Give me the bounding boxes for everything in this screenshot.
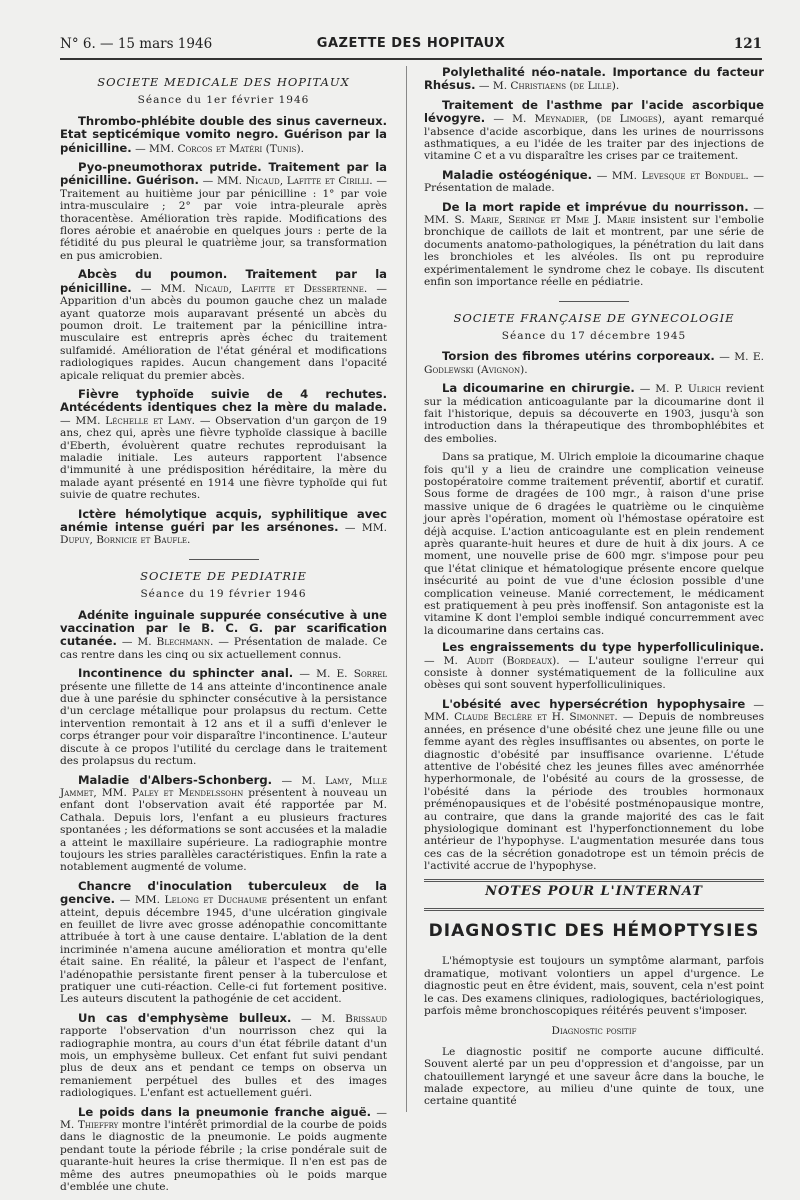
entry-title: Adénite inguinale suppurée consécutive à une vaccination par le B. C. G. par scarification cutanée. [60,607,387,649]
page-number: 121 [733,36,762,52]
entry [60,388,387,502]
entry [424,169,764,195]
entry-list [60,609,387,1194]
entry [60,268,387,382]
entry-text: — Observation d'un garçon de 19 ans, chez qui, après une fièvre typhoïde classique à bacille d'Eberth, évoluèrent quatre rechutes reproduisant la maladie initiale. Les auteurs rapportent l'absence d'immunité à une prédisposition héréditaire, la mère du malade ayant présenté en 1914 une fièvre typhoïde qui fut suivie de quatre rechutes. [60,414,388,502]
entry-authors: — MM. Corcos et Matéri (Tunis). [135,142,304,155]
double-rule [424,879,764,882]
seance-date: Séance du 19 février 1946 [140,588,307,601]
entry [60,161,387,262]
entry-title: L'obésité avec hypersécrétion hypophysaire [442,696,746,711]
entry [424,201,764,289]
entry-title: Thrombo-phlébite double des sinus caverneux. Etat septicémique vomito negro. Guérison par la pénicilline. [60,113,387,155]
entry-title: Traitement de l'asthme par l'acide ascorbique lévogyre. [424,97,764,126]
entry [60,609,387,662]
society-heading: SOCIETE DE PEDIATRIE [140,568,307,583]
entry [424,350,764,376]
paragraph: Dans sa pratique, M. Ulrich emploie la dicoumarine chaque fois qu'il y a lieu de craindre une complication veineuse postopératoire comme traitement préventif, abortif et curatif. Sous forme de dragées de 100 mgr., à raison d'une prise massive unique de 6 dragées le quatrième ou le cinquième jour après l'opération, moment où l'hémostase opératoire est déjà acquise. L'action anticoagulante est en plein rendement après quarante-huit heures et dure de huit à dix jours. A ce moment, une nouvelle prise de 600 mgr. s'impose pour peu que l'état clinique et hématologique présente encore quelque insécurité au point de vue d'une éclosion possible d'une complication veineuse. Manié correctement, le médicament est pratiquement à peu près inoffensif. Son antagoniste est la vitamine K dont l'emploi semble indiqué concurremment avec la dicoumarine dans certains cas. [424,451,764,637]
society-heading: SOCIETE MEDICALE DES HOPITAUX [97,75,350,89]
entry-title: Chancre d'inoculation tuberculeux de la gencive. [60,878,387,907]
entry-authors: — MM. S. Marie, Seringe et Mme J. Marie [424,201,764,227]
seance-date: Séance du 1er février 1946 [137,94,310,107]
left-column [60,66,387,1200]
notes-heading: NOTES POUR L'INTERNAT [485,883,703,899]
entry-authors: — MM. Claude Beclère et H. Simonnet. [424,698,764,724]
entry-list [60,115,387,547]
subheading: Diagnostic positif [551,1025,637,1038]
entry-authors: — M. Blechmann. [121,636,214,649]
entry [424,99,764,163]
entry-title: Polylethalité néo-natale. Importance du facteur Rhésus. [424,65,764,93]
entry-authors: — M. Meynadier, (de Limoges), [493,113,666,126]
entry-title: Maladie d'Albers-Schonberg. [78,772,273,787]
entry-text: insistent sur l'embolie bronchique de caillots de lait et montrent, par une série de documents anatomo-pathologiques, la pénétration du lait dans les bronchioles et les alvéoles. Ils ont pu reproduire expérimentalement le syndrome chez le cobaye. Ils discutent enfin son importance réelle en pédiatrie. [424,214,764,289]
entry-authors: — MM. Levesque et Bonduel. [596,169,749,182]
double-rule [424,908,764,911]
entry-text: présentent à nouveau un enfant dont l'observation avait été rapportée par M. Cathala. Depuis lors, l'enfant a eu plusieurs fractures spontanées ; les déformations se sont accusées et la maladie a atteint le maxillaire supérieure. La radiographie montre toujours les stries parallèles caractéristiques. Enfin la rate a notablement augmenté de volume. [60,786,388,874]
separator [189,559,259,560]
entry-title: Abcès du poumon. Traitement par la pénicilline. [60,267,387,295]
entry-authors: — MM. Lelong et Duchaume [119,894,267,907]
entry-title: De la mort rapide et imprévue du nourrisson. [442,199,749,214]
entry [60,667,387,767]
entry-text: revient sur la médication anticoagulante par la dicoumarine dont il fait l'historique, depuis sa découverte en 1903, jusqu'à son introduction dans la thérapeutique des thrombophlébites et des embolies. [424,383,764,445]
entry [60,880,387,1006]
entry-text: — Depuis de nombreuses années, en présence d'une obésité chez une jeune fille ou une femme ayant des règles insuffisantes ou absentes, on porte le diagnostic d'obésité par insuffisance ovarienne. L'étude attentive de l'obésité chez les jeunes filles avec aménorrhée hyperhormonale, de l'obésité au cours de la grossesse, de l'obésité dans la période des troubles hormonaux préménopausiques et de l'obésité postménopausique montre, au contraire, que dans la grande majorité des cas le fait physiologique dominant est l'hyperfonctionnement du lobe antérieur de l'hypophyse. L'augmentation mesurée dans tous ces cas de la sécrétion gonadotrope est un témoin précis de l'activité accrue de l'hypophyse. [424,711,765,873]
journal-title: GAZETTE DES HOPITAUX [316,36,506,51]
entry [424,698,764,873]
entry-text: — L'auteur souligne l'erreur qui consiste à donner systématiquement de la folliculine aux obèses qui sont souvent hyperfolliculiniques. [424,654,764,692]
entry-authors: — MM. Dupuy, Bornicie et Baufle. [60,522,387,547]
entry [60,774,387,874]
entry [60,1106,387,1194]
entry-title: Incontinence du sphincter anal. [78,666,294,681]
entry [60,115,387,155]
entry [424,382,764,445]
entry-title: Ictère hémolytique acquis, syphilitique avec anémie intense guéri par les arsénones. [60,506,387,534]
entry-text: ayant remarqué l'absence d'acide ascorbique, dans les urines de nourrissons asthmatiques, a eu l'idée de les traiter par des injections de vitamine C et a vu disparaître les crises par ce traitement. [424,113,764,163]
entry-authors: — M. E. Godlewski (Avignon). [424,351,764,376]
entry-title: La dicoumarine en chirurgie. [442,381,635,396]
entry-text: présente une fillette de 14 ans atteinte d'incontinence anale due à une parésie du sphincter consécutive à la persistance d'un cerclage métallique pour prolapsus du rectum. Cette intervention remontait à 12 ans et il a suffi d'enlever le corps étranger pour voir disparaître l'incontinence. L'auteur discute à ce propos l'utilité du cerclage dans le traitement des prolapsus du rectum. [60,680,387,768]
entry [424,66,764,93]
entry-list [424,350,764,445]
entry-title: Un cas d'emphysème bulleux. [78,1010,292,1025]
society-heading: SOCIETE FRANÇAISE DE GYNECOLOGIE [453,310,735,325]
entry-text: rapporte l'observation d'un nourrisson chez qui la radiographie montra, au cours d'un état fébrile datant d'un mois, un emphysème bulleux. Cet enfant fut suivi pendant plus de deux ans et pendant ce temps on observa un remaniement perpétuel des bulles et des images radiologiques. L'enfant est actuellement guéri. [60,1025,387,1100]
separator [559,301,629,302]
entry-authors: — M. Audit (Bordeaux). [424,654,560,667]
entry-title: Le poids dans la pneumonie franche aiguë. [78,1104,372,1119]
entry-title: Fièvre typhoïde suivie de 4 rechutes. Antécédents identiques chez la mère du malade. [60,386,387,415]
entry-text: — Apparition d'un abcès du poumon gauche chez un malade ayant quatorze mois auparavant présenté un abcès du poumon droit. Le traitement par la pénicilline intra-musculaire est entrepris après échec du traitement sulfamidé. Amélioration de l'état général et modifications radiologiques rapides. Aucun changement dans l'opacité apicale reliquat du premier abcès. [60,282,387,382]
entry-title: Torsion des fibromes utérins corporeaux. [442,349,715,364]
seance-date: Séance du 17 décembre 1945 [501,329,687,342]
entry-text: présentent un enfant atteint, depuis décembre 1945, d'une ulcération gingivale en feuillet de livre avec grosse adénopathie concomittante attribuée à tort à une cause dentaire. L'ablation de la dent incriminée n'amena aucune amélioration et montra qu'elle était saine. En réalité, la pâleur et l'aspect de l'enfant, l'adénopathie persistante firent penser à la tuberculose et pratiquer une cuti-réaction. Celle-ci fut fortement positive. Les auteurs discutent la pathogénie de cet accident. [60,894,387,1006]
entry-list [424,66,764,289]
entry-authors: — M. Lamy, Mlle Jammet, MM. Paley et Mendelssohn [60,774,388,799]
entry-text: montre l'intérêt primordial de la courbe de poids dans le diagnostic de la pneumonie. Le poids augmente pendant toute la période fébrile ; la crise pondérale suit de quarante-huit heures la crise thermique. Il n'en est pas de même des autres pneumopathies où le poids marque d'emblée une chute. [60,1119,387,1194]
entry-authors: — MM. Nicaud, Lafitte et Cirilli. [202,175,373,188]
entry-authors: — MM. Léchelle et Lamy. [60,414,196,427]
intro-paragraph: L'hémoptysie est toujours un symptôme alarmant, parfois dramatique, motivant volontiers un appel d'urgence. Le diagnostic peut en être évident, mais, souvent, cela n'est point le cas. Des examens cliniques, radiologiques, bactériologiques, parfois même bronchoscopiques réitérés peuvent s'imposer. [424,955,764,1017]
entry-text: — Traitement au huitième jour par pénicilline : 1° par voie intra-musculaire ; 2° par voie intra-pleurale après thoracentèse. Amélioration très rapide. Modifications des flores aérobie et anaérobie en quelques jours : perte de la fétidité du pus pleural le quatrième jour, sa transformation en pus amicrobien. [60,175,387,262]
entry-text: — Présentation de malade. Ce cas rentre dans les cinq ou six actuellement connus. [60,636,388,661]
entry-authors: — MM. Nicaud, Lafitte et Dessertenne. [140,282,368,295]
right-column [424,66,764,1112]
entry [60,508,387,547]
entry-title: Pyo-pneumothorax putride. Traitement par la pénicilline. Guérison. [60,160,387,188]
entry-list [424,641,764,872]
entry-authors: — M. Brissaud [301,1012,388,1025]
column-divider [406,66,407,1112]
page-header [60,34,762,60]
issue-date: N° 6. — 15 mars 1946 [60,36,213,52]
entry-title: Les engraissements du type hyperfolliculinique. [442,640,764,655]
entry-title: Maladie ostéogénique. [442,167,593,182]
paragraph: Le diagnostic positif ne comporte aucune difficulté. Souvent alerté par un peu d'oppression et d'angoisse, par un chatouillement laryngé et une saveur âcre dans la bouche, le malade expectore, au milieu d'une quinte de toux, une certaine quantité [424,1045,764,1108]
entry-authors: — M. E. Sorrel [299,668,387,681]
entry-text: — Présentation de malade. [424,169,765,195]
entry-authors: — M. Christiaens (de Lille). [478,80,620,93]
entry [60,1012,387,1100]
article-title: DIAGNOSTIC DES HÉMOPTYSIES [428,920,760,941]
entry-authors: — M. P. Ulrich [639,383,721,396]
entry-authors: — M. Thieffry [60,1106,387,1132]
entry [424,641,764,692]
